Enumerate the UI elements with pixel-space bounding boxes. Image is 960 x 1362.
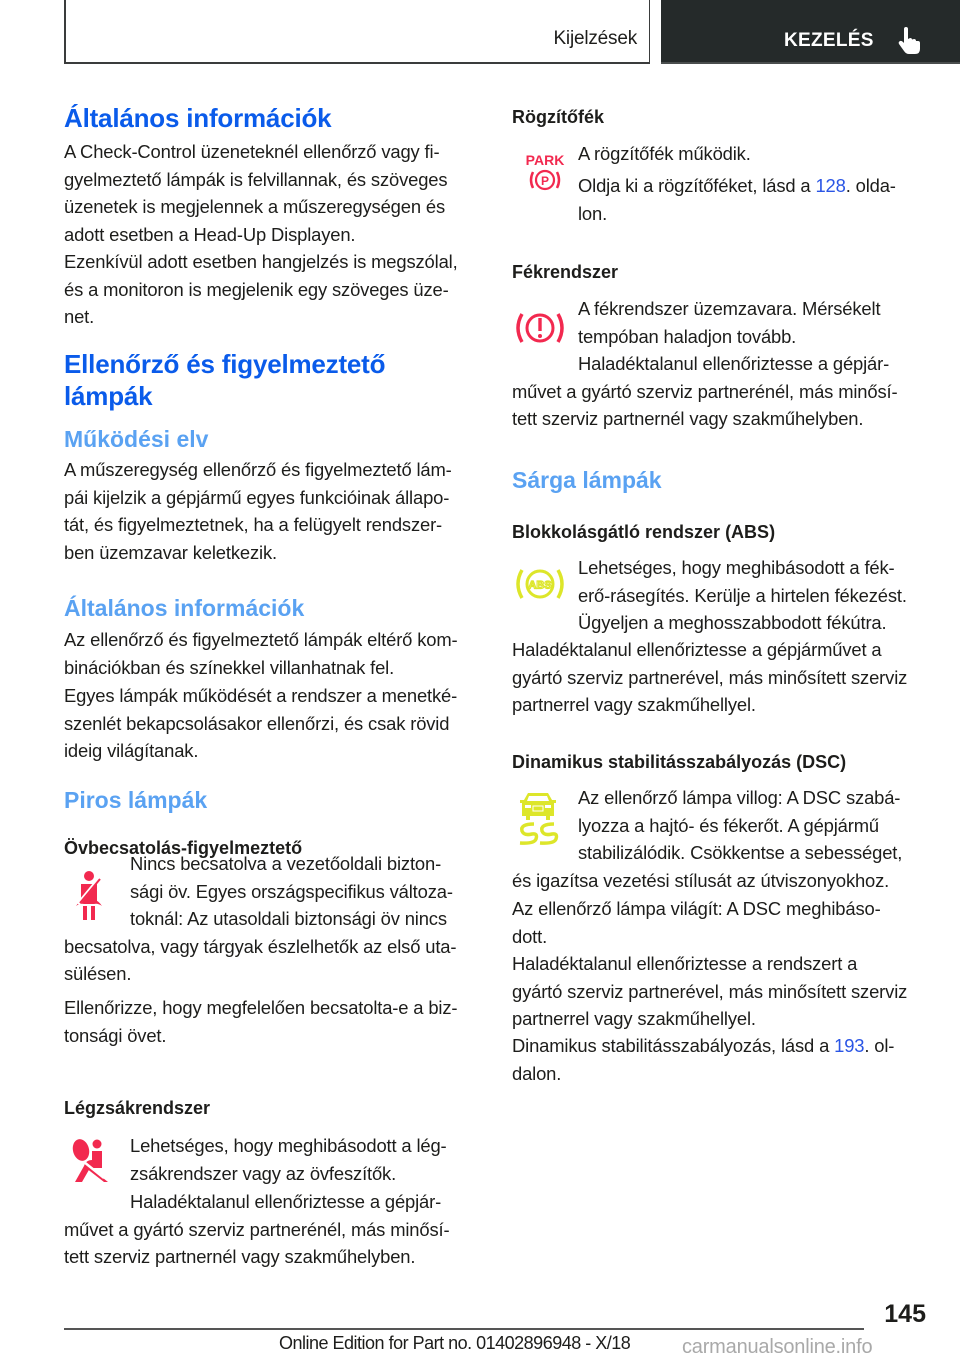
text-line: Haladéktalanul ellenőriztesse a gépjár- xyxy=(578,353,890,374)
dsc-paragraph-3 xyxy=(512,950,932,1033)
text-line: toknál: Az utasoldali biztonsági öv nincs xyxy=(130,908,447,929)
hand-pointer-icon xyxy=(896,27,922,55)
park-brake-icon xyxy=(522,152,568,194)
heading-lamps xyxy=(64,348,385,412)
text-line: zsákrendszer vagy az övfeszítők. xyxy=(130,1162,397,1184)
footer-divider xyxy=(64,1328,864,1330)
brake-system-paragraph-1 xyxy=(512,295,932,350)
parking-brake-paragraph-1: A rögzítőfék működik. xyxy=(578,143,751,164)
parking-brake-paragraph-2 xyxy=(578,172,938,227)
dsc-paragraph-2 xyxy=(512,895,932,950)
text-line: szenlét bekapcsolásakor ellenőrzi, és csak rövid xyxy=(64,712,450,734)
text-line: binációkban és színekkel villanhatnak fel. xyxy=(64,656,395,678)
chapter-tab[interactable] xyxy=(661,0,960,64)
text-line: Egyes lámpák működését a rendszer a menetké- xyxy=(64,685,458,706)
text-span: Dinamikus stabilitásszabályozás, lásd a xyxy=(512,1035,835,1056)
section-tab-label: Kijelzések xyxy=(553,28,637,49)
text-line: lyozza a hajtó- és fékerőt. A gépjármű xyxy=(578,814,879,836)
heading-airbag: Légzsákrendszer xyxy=(64,1098,211,1118)
heading-red-lamps: Piros lámpák xyxy=(64,787,208,813)
text-line: tonsági övet. xyxy=(64,1024,167,1046)
heading-line: lámpák xyxy=(64,381,153,411)
seatbelt-paragraph-2 xyxy=(64,994,484,1049)
text-line: sági öv. Egyes országspecifikus változa- xyxy=(130,880,453,902)
general-info2-paragraph-2 xyxy=(64,682,484,765)
heading-abs: Blokkolásgátló rendszer (ABS) xyxy=(512,522,776,542)
text-line: dalon. xyxy=(512,1062,562,1084)
text-line: Haladéktalanul ellenőriztesse a rendszert a xyxy=(512,953,858,974)
page-link-193[interactable]: 193 xyxy=(834,1035,865,1056)
text-span: . olda- xyxy=(845,175,896,196)
text-line: Ezenkívül adott esetben hangjelzés is megszólal, xyxy=(64,251,458,272)
svg-text:P: P xyxy=(540,174,550,188)
text-line: partnerrel vagy szakműhellyel. xyxy=(512,1008,756,1029)
text-line: tempóban haladjon tovább. xyxy=(578,325,797,347)
text-line xyxy=(512,1032,932,1060)
text-line: A Check-Control üzeneteknél ellenőrző vagy fi- xyxy=(64,141,440,162)
text-line: A fékrendszer üzemzavara. Mérsékelt xyxy=(578,298,881,319)
heading-general-info: Általános információk xyxy=(64,103,332,133)
text-line: tett szerviz partnernél vagy szakműhelyben. xyxy=(64,1246,416,1267)
abs-paragraph-1 xyxy=(512,554,932,637)
text-line: Az ellenőrző és figyelmeztető lámpák eltérő kom- xyxy=(64,629,458,650)
general-info-paragraph-1 xyxy=(64,138,484,248)
page-number: 145 xyxy=(884,1300,926,1328)
text-line: A műszeregység ellenőrző és figyelmeztető lám- xyxy=(64,459,452,480)
text-line: ben üzemzavar keletkezik. xyxy=(64,541,277,563)
brake-system-paragraph-2 xyxy=(512,350,932,433)
text-line: ideig világítanak. xyxy=(64,740,199,761)
heading-parking-brake: Rögzítőfék xyxy=(512,107,604,127)
svg-text:ABS: ABS xyxy=(528,579,552,592)
text-line: gyelmeztető lámpák is felvillannak, és szöveges xyxy=(64,168,448,190)
text-line: művet a gyártó szerviz partnerénél, más minősí- xyxy=(512,380,898,402)
text-line: Ügyeljen a meghosszabbodott fékútra. xyxy=(578,612,887,633)
text-line: művet a gyártó szerviz partnerénél, más minősí- xyxy=(64,1218,450,1240)
airbag-paragraph-1 xyxy=(64,1132,484,1187)
text-line: pái kijelzik a gépjármű egyes funkcióinak állapo- xyxy=(64,486,450,508)
principle-paragraph xyxy=(64,456,484,566)
dsc-paragraph-1 xyxy=(512,784,932,894)
seatbelt-paragraph-1 xyxy=(64,850,484,988)
heading-line: Ellenőrző és figyelmeztető xyxy=(64,349,386,379)
heading-general-info-2: Általános információk xyxy=(64,595,305,621)
text-line: partnerrel vagy szakműhellyel. xyxy=(512,694,756,715)
dsc-paragraph-4 xyxy=(512,1032,932,1087)
text-line: sülésen. xyxy=(64,963,132,984)
text-line: net. xyxy=(64,306,95,327)
general-info-paragraph-2 xyxy=(64,248,484,331)
section-tab[interactable] xyxy=(64,0,650,64)
watermark: carmanualsonline.info xyxy=(682,1336,873,1358)
heading-seatbelt: Övbecsatolás-figyelmeztető xyxy=(64,838,303,858)
text-line: Lehetséges, hogy meghibásodott a fék- xyxy=(578,557,895,578)
text-line: gyártó szerviz partnerével, más minősített szerviz xyxy=(512,980,908,1002)
text-line: és igazítsa vezetési stílusát az útviszonyokhoz. xyxy=(512,869,890,891)
text-line: lon. xyxy=(578,202,608,224)
text-line: Haladéktalanul ellenőriztesse a gépjárművet a xyxy=(512,639,882,660)
text-line: dott. xyxy=(512,925,548,947)
chapter-tab-label: KEZELÉS xyxy=(784,30,874,51)
page-link-128[interactable]: 128 xyxy=(815,175,846,196)
abs-paragraph-2 xyxy=(512,636,932,719)
heading-dsc: Dinamikus stabilitásszabályozás (DSC) xyxy=(512,752,847,772)
airbag-paragraph-2 xyxy=(64,1188,484,1271)
heading-brake-system: Fékrendszer xyxy=(512,262,619,282)
text-line: gyártó szerviz partnerével, más minősített szerviz xyxy=(512,666,908,688)
text-line: tát, és figyelmeztetnek, ha a felügyelt rendszer- xyxy=(64,514,443,535)
text-line: erő-rásegítés. Kerülje a hirtelen fékezést. xyxy=(578,584,907,606)
heading-principle: Működési elv xyxy=(64,426,209,452)
text-line: tett szerviz partnernél vagy szakműhelyben. xyxy=(512,408,864,429)
edition-note: Online Edition for Part no. 01402896948 - X/18 xyxy=(279,1333,631,1353)
text-line: adott esetben a Head-Up Displayen. xyxy=(64,223,356,245)
text-line: Ellenőrizze, hogy megfelelően becsatolta-e a biz- xyxy=(64,997,458,1018)
text-line: stabilizálódik. Csökkentse a sebességet, xyxy=(578,842,903,863)
text-line: Lehetséges, hogy meghibásodott a lég- xyxy=(130,1135,447,1156)
text-line: becsatolva, vagy tárgyak észlelhetők az első uta- xyxy=(64,935,457,957)
general-info2-paragraph-1 xyxy=(64,626,484,681)
text-line: és a monitoron is megjelenik egy szöveges üze- xyxy=(64,278,449,300)
heading-yellow-lamps: Sárga lámpák xyxy=(512,467,662,493)
text-span: . ol- xyxy=(864,1035,895,1056)
text-line: Nincs becsatolva a vezetőoldali bizton- xyxy=(130,853,442,874)
text-line xyxy=(578,172,938,200)
text-line: üzenetek is megjelennek a műszeregységen és xyxy=(64,196,446,217)
text-span: Oldja ki a rögzítőféket, lásd a xyxy=(578,175,816,196)
svg-text:PARK: PARK xyxy=(525,152,565,168)
text-line: Az ellenőrző lámpa villog: A DSC szabá- xyxy=(578,787,901,808)
text-line: Haladéktalanul ellenőriztesse a gépjár- xyxy=(130,1191,442,1212)
text-line: Az ellenőrző lámpa világít: A DSC meghibáso- xyxy=(512,898,881,919)
